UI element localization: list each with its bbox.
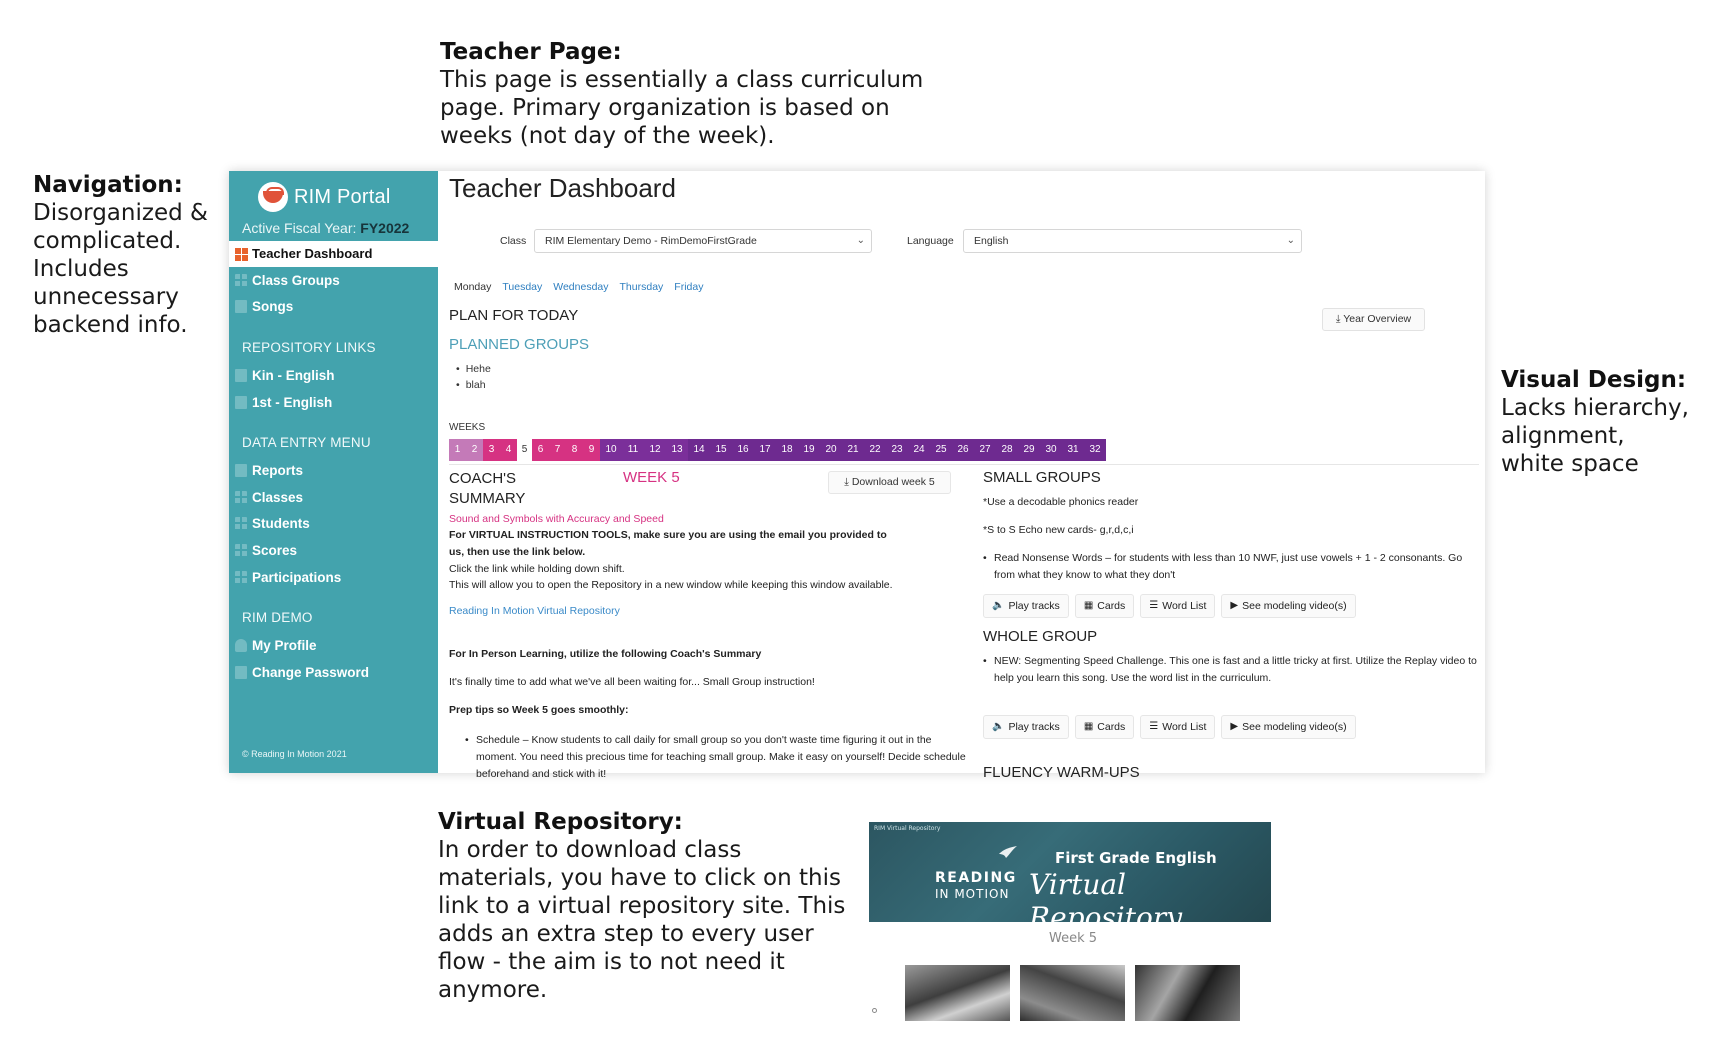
tab-tuesday[interactable]: Tuesday — [502, 281, 543, 293]
week-4-button[interactable]: 4 — [500, 439, 517, 461]
sidebar-item-label: 1st - English — [252, 394, 333, 410]
fiscal-year — [229, 219, 438, 237]
download-icon: ⤓ — [844, 476, 849, 488]
button-label: Play tracks — [1008, 600, 1060, 612]
language-label: Language — [907, 235, 954, 247]
music-note-icon — [235, 300, 247, 313]
tab-monday[interactable]: Monday — [454, 281, 492, 293]
tab-thursday[interactable]: Thursday — [619, 281, 664, 293]
download-week-button[interactable] — [828, 471, 951, 494]
week-31-button[interactable]: 31 — [1062, 439, 1084, 461]
grid-icon: ▦ — [1083, 721, 1094, 732]
button-label: See modeling video(s) — [1242, 600, 1347, 612]
teacher-dashboard-screenshot — [229, 171, 1485, 781]
week-7-button[interactable]: 7 — [549, 439, 566, 461]
week-9-button[interactable]: 9 — [583, 439, 600, 461]
class-select[interactable] — [534, 229, 872, 253]
annotation-navigation — [33, 171, 223, 339]
sidebar-item-kin-english[interactable] — [229, 362, 438, 389]
table-icon — [235, 491, 247, 504]
download-icon: ⤓ — [1335, 313, 1341, 325]
reading-in-motion-logo — [935, 870, 1017, 902]
coach-summary-heading: COACH'S SUMMARY — [449, 470, 526, 507]
main-content — [438, 171, 1485, 781]
list-item: • blah — [465, 377, 491, 393]
annotation-line: Includes — [33, 256, 129, 282]
sidebar-item-label: Teacher Dashboard — [252, 246, 373, 261]
plan-for-today-heading: PLAN FOR TODAY — [449, 307, 579, 324]
virtual-repository-banner — [869, 822, 1271, 934]
data-entry-menu-header: DATA ENTRY MENU — [242, 435, 371, 451]
day-tabs — [454, 281, 703, 293]
tab-friday[interactable]: Friday — [674, 281, 704, 293]
sidebar-item-label: Classes — [252, 489, 304, 505]
annotation-line: flow - the aim is to not need it — [438, 949, 785, 975]
annotation-line: This page is essentially a class curriculum — [440, 67, 924, 93]
play-icon: ▶ — [1230, 600, 1239, 611]
button-label: Word List — [1162, 600, 1207, 612]
account-header: RIM DEMO — [242, 610, 313, 626]
year-overview-button[interactable] — [1322, 308, 1425, 331]
finally-note: It's finally time to add what we've all been waiting for... Small Group instruction! — [449, 676, 815, 688]
week-15-button[interactable]: 15 — [710, 439, 732, 461]
virtual-repository-link[interactable]: Reading In Motion Virtual Repository — [449, 605, 620, 617]
class-label: Class — [500, 235, 527, 247]
week-28-button[interactable]: 28 — [996, 439, 1018, 461]
week-30-button[interactable]: 30 — [1040, 439, 1062, 461]
small-groups-bullet: • Read Nonsense Words – for students with less than 10 NWF, just use vowels + 1 - 2 consonants. Go from what they know to what they don't — [983, 550, 1478, 584]
repository-corner-text: RIM Virtual Repository — [874, 825, 941, 832]
small-groups-heading: SMALL GROUPS — [983, 469, 1101, 486]
week-17-button[interactable]: 17 — [754, 439, 776, 461]
sidebar-item-teacher-dashboard[interactable] — [229, 241, 438, 267]
small-groups-line: *Use a decodable phonics reader — [983, 496, 1139, 508]
click-note: This will allow you to open the Repository in a new window while keeping this window available. — [449, 579, 893, 591]
week-12-button[interactable]: 12 — [644, 439, 666, 461]
repository-grade: First Grade English — [1055, 849, 1217, 867]
grid-icon: ▦ — [1083, 600, 1094, 611]
sidebar-item-label: Scores — [252, 542, 298, 558]
brand-name: RIM Portal — [294, 185, 391, 208]
sidebar-item-label: Class Groups — [252, 272, 340, 288]
sidebar-item-class-groups[interactable] — [229, 267, 438, 294]
week-26-button[interactable]: 26 — [952, 439, 974, 461]
click-note: Click the link while holding down shift. — [449, 563, 625, 575]
week-25-button[interactable]: 25 — [930, 439, 952, 461]
week-16-button[interactable]: 16 — [732, 439, 754, 461]
week-21-button[interactable]: 21 — [842, 439, 864, 461]
schedule-tip: • Schedule – Know students to call daily for small group so you don't waste time figuring it out in the moment. You need this precious time for teaching small group. Make it easy on yourself! Decide schedule beforehand and stick with it! — [476, 732, 966, 783]
sidebar-item-my-profile[interactable] — [229, 632, 438, 659]
annotation-line: link to a virtual repository site. This — [438, 893, 846, 919]
language-select-value: English — [974, 235, 1009, 247]
play-tracks-button[interactable] — [983, 715, 1069, 739]
repository-links-header: REPOSITORY LINKS — [242, 340, 376, 356]
word-list-button[interactable] — [1140, 715, 1215, 739]
week-29-button[interactable]: 29 — [1018, 439, 1040, 461]
week-5-button[interactable]: 5 — [517, 439, 532, 461]
week-3-button[interactable]: 3 — [483, 439, 500, 461]
chevron-down-icon: ⌄ — [1286, 235, 1295, 246]
small-groups-line: *S to S Echo new cards- g,r,d,c,i — [983, 524, 1134, 536]
classroom-photo[interactable] — [905, 965, 1010, 1021]
annotation-visual-design — [1501, 366, 1701, 478]
grid-icon — [235, 274, 247, 287]
user-icon — [235, 639, 247, 652]
week-14-button[interactable]: 14 — [688, 439, 710, 461]
week-19-button[interactable]: 19 — [798, 439, 820, 461]
sidebar-item-classes[interactable] — [229, 484, 438, 511]
year-overview-label: Year Overview — [1343, 313, 1412, 325]
annotation-line: complicated. — [33, 228, 182, 254]
in-person-note: For In Person Learning, utilize the following Coach's Summary — [449, 648, 762, 660]
prep-tips-heading: Prep tips so Week 5 goes smoothly: — [449, 704, 629, 716]
annotation-line: materials, you have to click on this — [438, 865, 841, 891]
week-10-button[interactable]: 10 — [600, 439, 622, 461]
download-week-label: Download week 5 — [851, 476, 935, 488]
list-icon — [235, 544, 247, 557]
sidebar-item-label: Students — [252, 516, 310, 532]
modeling-video-button[interactable] — [1221, 715, 1355, 739]
list-item: • Hehe — [465, 361, 491, 377]
sidebar-item-label: Change Password — [252, 664, 370, 680]
fiscal-value: FY2022 — [360, 220, 410, 236]
button-label: Cards — [1097, 600, 1126, 612]
week-1-button[interactable]: 1 — [449, 439, 466, 461]
word-list-button[interactable] — [1140, 594, 1215, 618]
annotation-line: adds an extra step to every user — [438, 921, 814, 947]
sidebar-item-1st-english[interactable] — [229, 389, 438, 416]
annotation-virtual-repository — [438, 808, 858, 1004]
sidebar-item-change-password[interactable] — [229, 659, 438, 686]
list-icon: ☰ — [1149, 600, 1159, 611]
rim-logo-icon — [258, 182, 288, 212]
annotation-title: Virtual Repository: — [438, 809, 683, 835]
repository-week-label: Week 5 — [1049, 931, 1098, 946]
fiscal-label: Active Fiscal Year: — [242, 220, 357, 236]
dashboard-icon — [235, 248, 248, 261]
whole-group-heading: WHOLE GROUP — [983, 628, 1098, 645]
week-23-button[interactable]: 23 — [886, 439, 908, 461]
annotation-title: Visual Design: — [1501, 367, 1687, 393]
annotation-line: In order to download class — [438, 837, 742, 863]
brand[interactable] — [229, 171, 438, 216]
annotation-line: weeks (not day of the week). — [440, 123, 775, 149]
annotation-line: Lacks hierarchy, — [1501, 395, 1689, 421]
coach-subtitle: Sound and Symbols with Accuracy and Speed — [449, 513, 664, 525]
annotation-title: Teacher Page: — [440, 39, 622, 65]
bird-icon — [997, 844, 1019, 860]
whole-group-bullet: • NEW: Segmenting Speed Challenge. This one is fast and a little tricky at first. Utilize the Replay video to help you learn this song. Use the word list in the curriculum. — [983, 653, 1478, 687]
planned-groups-heading: PLANNED GROUPS — [449, 336, 590, 353]
document-icon — [235, 464, 247, 477]
play-icon: ▶ — [1230, 721, 1239, 732]
annotation-teacher-page — [440, 38, 960, 150]
list-icon: ☰ — [1149, 721, 1159, 732]
repository-thumbnails — [905, 965, 1240, 1021]
annotation-line: backend info. — [33, 312, 188, 338]
speaker-icon: 🔈 — [992, 721, 1005, 732]
week-20-button[interactable]: 20 — [820, 439, 842, 461]
week-13-button[interactable]: 13 — [666, 439, 688, 461]
classroom-photo[interactable] — [1020, 965, 1125, 1021]
classroom-photo[interactable] — [1135, 965, 1240, 1021]
tab-wednesday[interactable]: Wednesday — [553, 281, 609, 293]
annotation-line: unnecessary — [33, 284, 179, 310]
annotation-line: white space — [1501, 451, 1639, 477]
week-2-button[interactable]: 2 — [466, 439, 483, 461]
annotation-line: Disorganized & — [33, 200, 208, 226]
play-tracks-button[interactable] — [983, 594, 1069, 618]
sidebar-footer: © Reading In Motion 2021 — [242, 749, 347, 759]
page-title: Teacher Dashboard — [449, 173, 676, 203]
week-32-button[interactable]: 32 — [1084, 439, 1106, 461]
small-groups-actions — [983, 594, 1356, 618]
list-icon — [235, 571, 247, 584]
speaker-icon: 🔈 — [992, 600, 1005, 611]
week-11-button[interactable]: 11 — [622, 439, 644, 461]
cards-button[interactable] — [1075, 715, 1134, 739]
book-icon — [235, 396, 247, 409]
button-label: Play tracks — [1008, 721, 1060, 733]
annotation-line: anymore. — [438, 977, 548, 1003]
sidebar-item-label: Songs — [252, 299, 294, 315]
carousel-dot[interactable] — [872, 1008, 877, 1013]
logo-line: READING — [935, 870, 1017, 886]
week-heading: WEEK 5 — [623, 469, 680, 486]
week-24-button[interactable]: 24 — [908, 439, 930, 461]
sidebar — [229, 171, 438, 773]
sidebar-item-songs[interactable] — [229, 294, 438, 321]
virtual-note: For VIRTUAL INSTRUCTION TOOLS, make sure you are using the email you provided to us, then use the link below. — [449, 529, 887, 558]
sidebar-item-participations[interactable] — [229, 564, 438, 591]
sidebar-item-students[interactable] — [229, 511, 438, 538]
lock-icon — [235, 666, 247, 679]
button-label: See modeling video(s) — [1242, 721, 1347, 733]
sidebar-item-label: Kin - English — [252, 367, 335, 383]
book-icon — [235, 369, 247, 382]
week-18-button[interactable]: 18 — [776, 439, 798, 461]
modeling-video-button[interactable] — [1221, 594, 1355, 618]
sidebar-item-label: Participations — [252, 569, 342, 585]
planned-groups-list — [465, 361, 491, 393]
button-label: Cards — [1097, 721, 1126, 733]
language-select[interactable] — [963, 229, 1302, 253]
week-22-button[interactable]: 22 — [864, 439, 886, 461]
week-27-button[interactable]: 27 — [974, 439, 996, 461]
fluency-warmups-heading: FLUENCY WARM-UPS — [983, 764, 1140, 781]
repository-script-title: Virtual Repository — [1029, 868, 1183, 934]
sidebar-item-reports[interactable] — [229, 457, 438, 484]
logo-line: IN MOTION — [935, 887, 1010, 901]
annotation-line: page. Primary organization is based on — [440, 95, 890, 121]
week-6-button[interactable]: 6 — [532, 439, 549, 461]
class-select-value: RIM Elementary Demo - RimDemoFirstGrade — [545, 235, 757, 247]
button-label: Word List — [1162, 721, 1207, 733]
annotation-title: Navigation: — [33, 172, 183, 198]
week-selector — [449, 439, 1106, 461]
weeks-label: WEEKS — [449, 422, 486, 433]
cards-button[interactable] — [1075, 594, 1134, 618]
whole-group-actions — [983, 715, 1356, 739]
sidebar-item-scores[interactable] — [229, 537, 438, 564]
week-8-button[interactable]: 8 — [566, 439, 583, 461]
sidebar-item-label: My Profile — [252, 638, 317, 654]
list-icon — [235, 517, 247, 530]
divider — [449, 464, 1479, 465]
chevron-down-icon: ⌄ — [856, 235, 865, 246]
sidebar-item-label: Reports — [252, 463, 304, 479]
annotation-line: alignment, — [1501, 423, 1625, 449]
